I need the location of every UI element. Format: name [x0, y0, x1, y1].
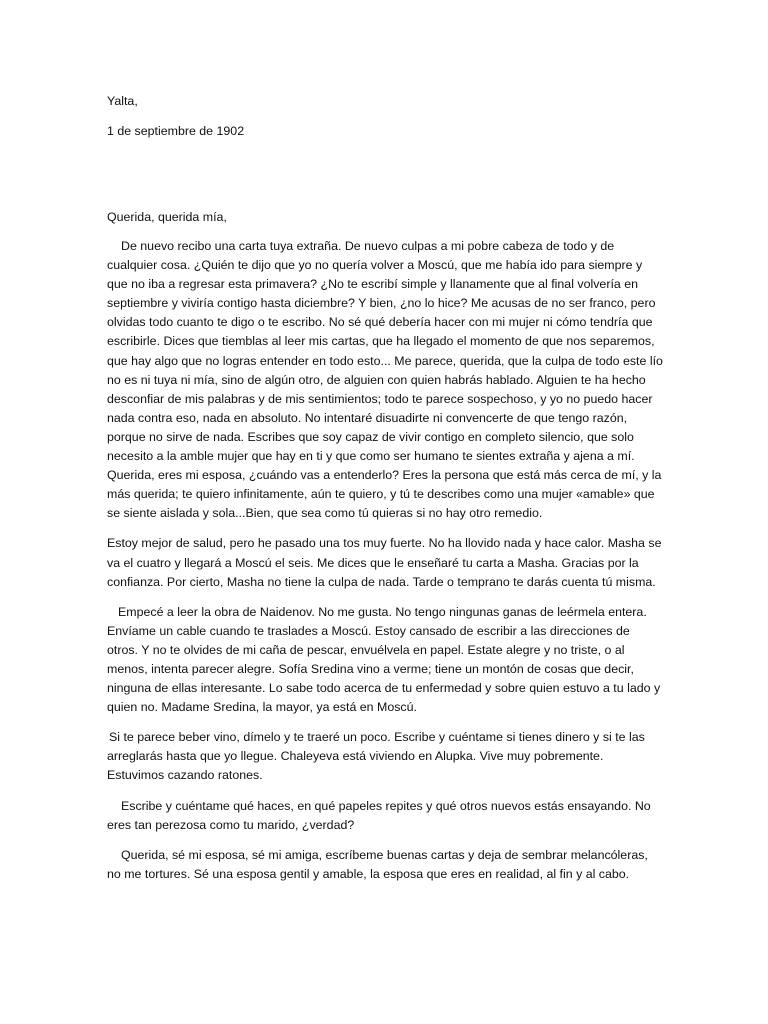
- paragraph: Estoy mejor de salud, pero he pasado una tos muy fuerte. No ha llovido nada y hace calor. Masha se va el cuatro y llegará a Moscú el seis. Me dices que le enseñaré tu carta a Masha. Gracias por la confianza. Por cierto, Masha no tiene la culpa de nada. Tarde o temprano te darás cuenta tú misma.: [107, 536, 662, 589]
- letter-body: [107, 237, 663, 895]
- paragraph: Escribe y cuéntame qué haces, en qué papeles repites y qué otros nuevos estás ensayando. No eres tan perezosa como tu marido, ¿verdad?: [107, 798, 651, 832]
- letter-salutation: Querida, querida mía,: [107, 210, 227, 224]
- paragraph: Querida, sé mi esposa, sé mi amiga, escríbeme buenas cartas y deja de sembrar melancóleras, no me tortures. Sé una esposa gentil y amable, la esposa que eres en realidad, al fin y al cabo.: [107, 847, 648, 881]
- paragraph: Empecé a leer la obra de Naidenov. No me gusta. No tengo ningunas ganas de leérmela entera. Envíame un cable cuando te traslades a Moscú. Estoy cansado de escribir a las direcciones de otros. Y no te olvides de mi caña de pescar, envuélvela en papel. Estate alegre y no triste, o al menos, intenta parecer alegre. Sofía Sredina vino a verme; tiene un montón de cosas que decir, ninguna de ellas interesante. Lo sabe todo acerca de tu enfermedad y sobre quien estuvo a tu lado y quien no. Madame Sredina, la mayor, ya está en Moscú.: [107, 604, 661, 715]
- paragraph: Si te parece beber vino, dímelo y te traeré un poco. Escribe y cuéntame si tienes dinero y si te las arreglarás hasta que yo llegue. Chaleyeva está viviendo en Alupka. Vive muy pobremente. Estuvimos cazando ratones.: [107, 730, 645, 783]
- letter-place: Yalta,: [107, 94, 138, 108]
- paragraph: De nuevo recibo una carta tuya extraña. De nuevo culpas a mi pobre cabeza de todo y de cualquier cosa. ¿Quién te dijo que yo no quería volver a Moscú, que me había ido para siempre y que no iba a regresar esta primavera? ¿No te escribí simple y llanamente que al final volvería en septiembre y viviría contigo hasta diciembre? Y bien, ¿no lo hice? Me acusas de no ser franco, pero olvidas todo cuanto te digo o te escribo. No sé qué debería hacer con mi mujer ni cómo tendría que escribirle. Dices que tiemblas al leer mis cartas, que ha llegado el momento de que nos separemos, que hay algo que no logras entender en todo esto... Me parece, querida, que la culpa de todo este lío no es ni tuya ni mía, sino de algún otro, de alguien con quien habrás hablado. Alguien te ha hecho desconfiar de mis palabras y de mis sentimientos; todo te parece sospechoso, y yo no puedo hacer nada contra eso, nada en absoluto. No intentaré disuadirte ni convencerte de que tengo razón, porque no sirve de nada. Escribes que soy capaz de vivir contigo en completo silencio, que solo necesito a la amble mujer que hay en ti y que como ser humano te sientes extraña y ajena a mí. Querida, eres mi esposa, ¿cuándo vas a entenderlo? Eres la persona que está más cerca de mí, y la más querida; te quiero infinitamente, aún te quiero, y tú te describes como una mujer «amable» que se siente aislada y sola...Bien, que sea como tú quieras si no hay otro remedio.: [107, 239, 663, 521]
- letter-date: 1 de septiembre de 1902: [107, 124, 245, 138]
